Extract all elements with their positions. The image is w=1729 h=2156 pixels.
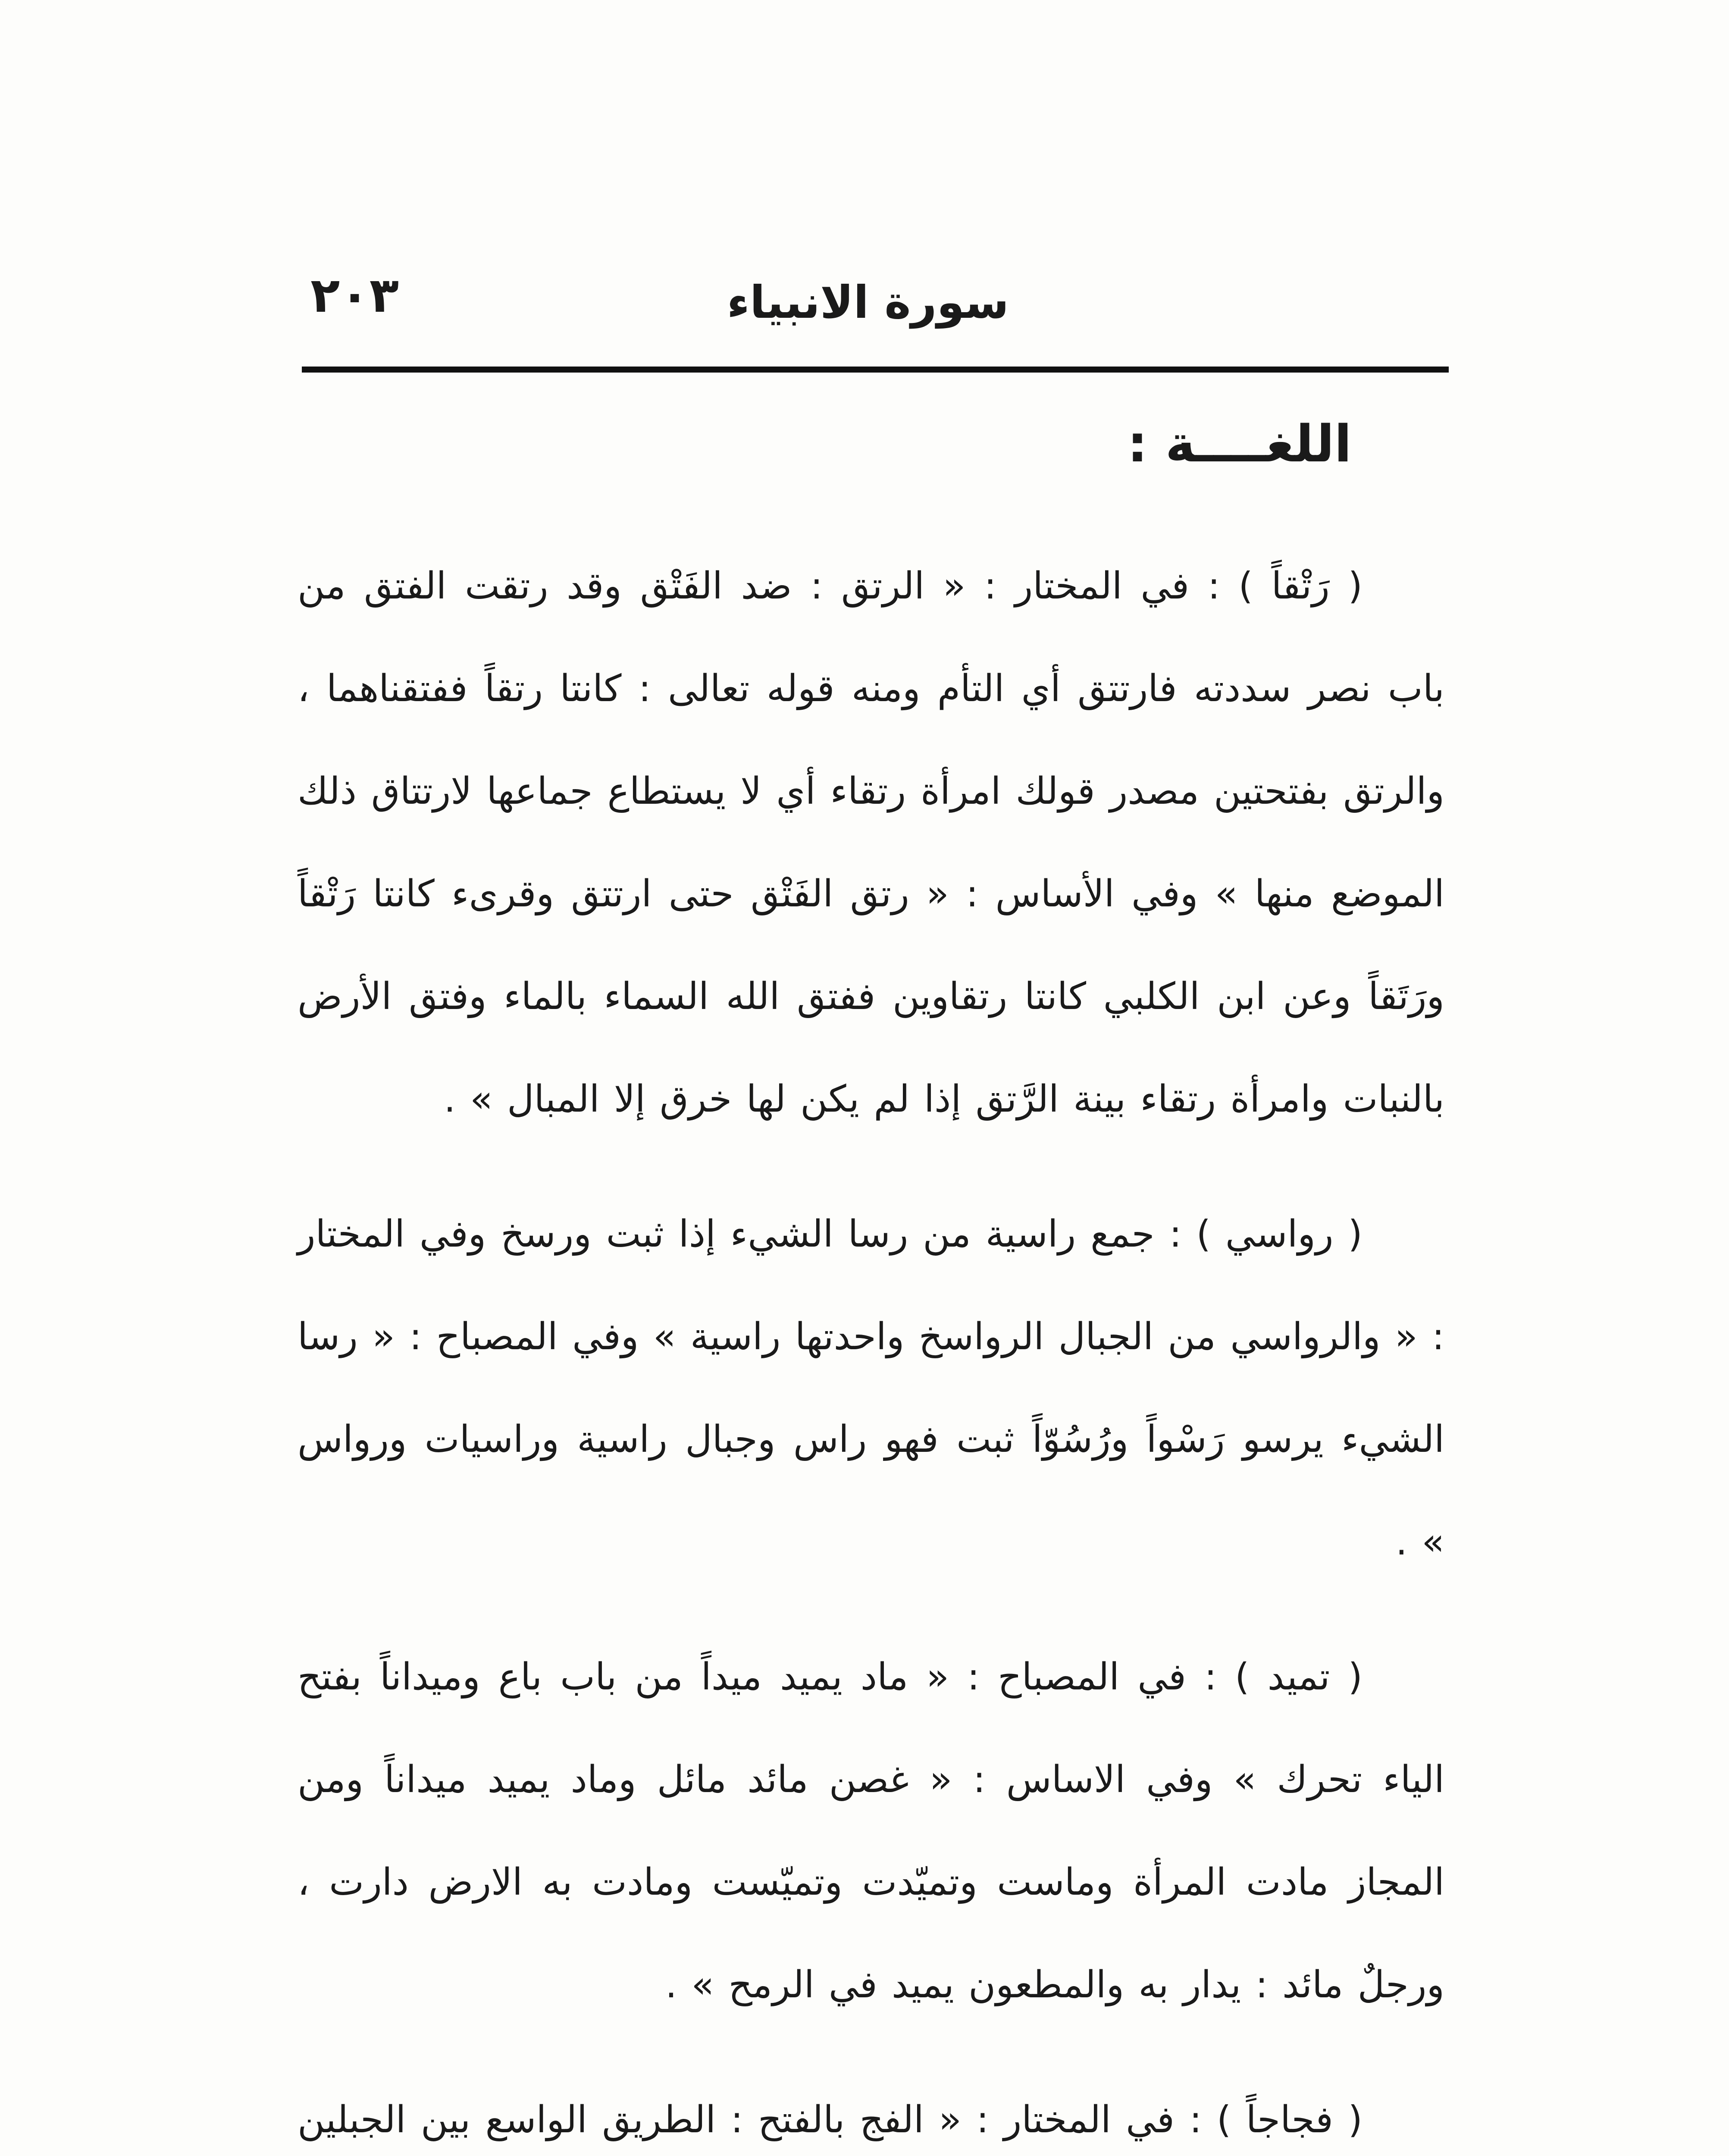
page-header	[302, 259, 1449, 345]
header-divider	[302, 367, 1449, 373]
body-text	[298, 535, 1444, 2156]
section-heading: اللغــــة :	[1127, 414, 1352, 473]
entry-fijajan: ( فجاجاً ) : في المختار : « الفج بالفتح : الطريق الواسع بين الجبلين	[298, 2098, 1363, 2141]
running-title: سورة الانبياء	[727, 276, 1009, 329]
entry-rawasi: ( رواسي ) : جمع راسية من رسا الشيء إذا ثبت ورسخ وفي المختار : « والرواسي من الجبال الرواسخ واحدتها راسية » وفي المصباح : « رسا الشيء يرسو رَسْواً ورُسُوّاً ثبت فهو راس وجبال راسية وراسيات ورواس » .	[298, 1213, 1444, 1564]
entry-ratqan: ( رَتْقاً ) : في المختار : « الرتق : ضد الفَتْق وقد رتقت الفتق من باب نصر سددته فارتتق أي التأم ومنه قوله تعالى : كانتا رتقاً ففتقناهما ، والرتق بفتحتين مصدر قولك امرأة رتقاء أي لا يستطاع جماعها لارتتاق ذلك الموضع منها » وفي الأساس : « رتق الفَتْق حتى ارتتق وقرىء كانتا رَتْقاً ورَتَقاً وعن ابن الكلبي كانتا رتقاوين ففتق الله السماء بالماء وفتق الأرض بالنبات وامرأة رتقاء بينة الرَّتق إذا لم يكن لها خرق إلا المبال » .	[298, 564, 1444, 1121]
entry-tamid: ( تميد ) : في المصباح : « ماد يميد ميداً من باب باع وميداناً بفتح الياء تحرك » وفي الاساس : « غصن مائد مائل وماد يميد ميداناً ومن المجاز مادت المرأة وماست وتميّدت وتميّست ومادت به الارض دارت ، ورجلٌ مائد : يدار به والمطعون يميد في الرمح » .	[298, 1655, 1444, 2006]
page-number: ٢٠٣	[310, 267, 399, 323]
